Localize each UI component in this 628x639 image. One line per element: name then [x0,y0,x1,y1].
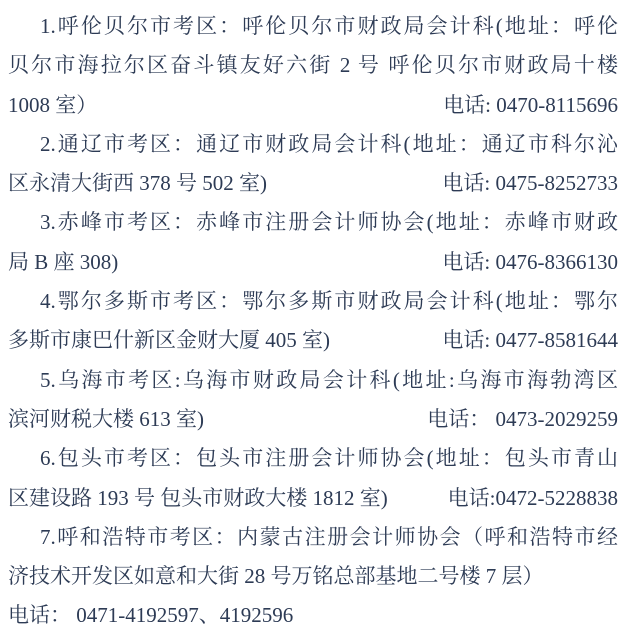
exam-area-1-line-1: 1.呼伦贝尔市考区：呼伦贝尔市财政局会计科(地址：呼伦 [40,14,618,38]
exam-area-3-line-2 [8,243,618,282]
exam-area-5-phone: 电话： 0473-2029259 [427,406,618,431]
exam-area-6-line-2 [8,479,618,518]
exam-area-2-phone: 电话: 0475-8252733 [442,171,618,196]
exam-area-6-phone: 电话:0472-5228838 [447,485,618,510]
exam-area-5-line-2 [8,400,618,439]
exam-area-3-line-1: 3.赤峰市考区：赤峰市注册会计师协会(地址：赤峰市财政 [40,210,618,235]
exam-area-5-address-end: 滨河财税大楼 613 室) [8,406,204,431]
exam-area-1-line-2: 贝尔市海拉尔区奋斗镇友好六街 2 号 呼伦贝尔市财政局十楼 [8,53,618,78]
exam-area-7-line-1: 7.呼和浩特市考区：内蒙古注册会计师协会（呼和浩特市经 [40,524,618,549]
exam-area-1-line-3 [8,86,618,125]
exam-area-4-phone: 电话: 0477-8581644 [442,328,618,353]
exam-area-3-address-end: 局 B 座 308) [8,249,119,274]
exam-area-4-line-1: 4.鄂尔多斯市考区：鄂尔多斯市财政局会计科(地址：鄂尔 [40,289,618,314]
exam-area-2-address-end: 区永清大街西 378 号 502 室) [8,171,267,196]
exam-area-1-address-end: 1008 室） [8,92,98,117]
exam-area-6-address-end: 区建设路 193 号 包头市财政大楼 1812 室) [8,485,388,510]
exam-area-4-line-2 [8,321,618,360]
exam-area-2-line-1: 2.通辽市考区：通辽市财政局会计科(地址：通辽市科尔沁 [40,131,618,156]
exam-area-5-line-1: 5.乌海市考区:乌海市财政局会计科(地址:乌海市海勃湾区 [40,367,618,392]
exam-area-3-phone: 电话: 0476-8366130 [442,249,618,274]
exam-area-1-phone: 电话: 0470-8115696 [443,92,618,117]
exam-area-6-line-1: 6.包头市考区：包头市注册会计师协会(地址：包头市青山 [40,446,618,471]
exam-area-7-phone: 电话： 0471-4192597、4192596 [8,603,294,628]
exam-area-2-line-2 [8,164,618,203]
exam-area-4-address-end: 多斯市康巴什新区金财大厦 405 室) [8,328,330,353]
exam-area-7-line-2: 济技术开发区如意和大街 28 号万铭总部基地二号楼 7 层） [8,564,544,589]
